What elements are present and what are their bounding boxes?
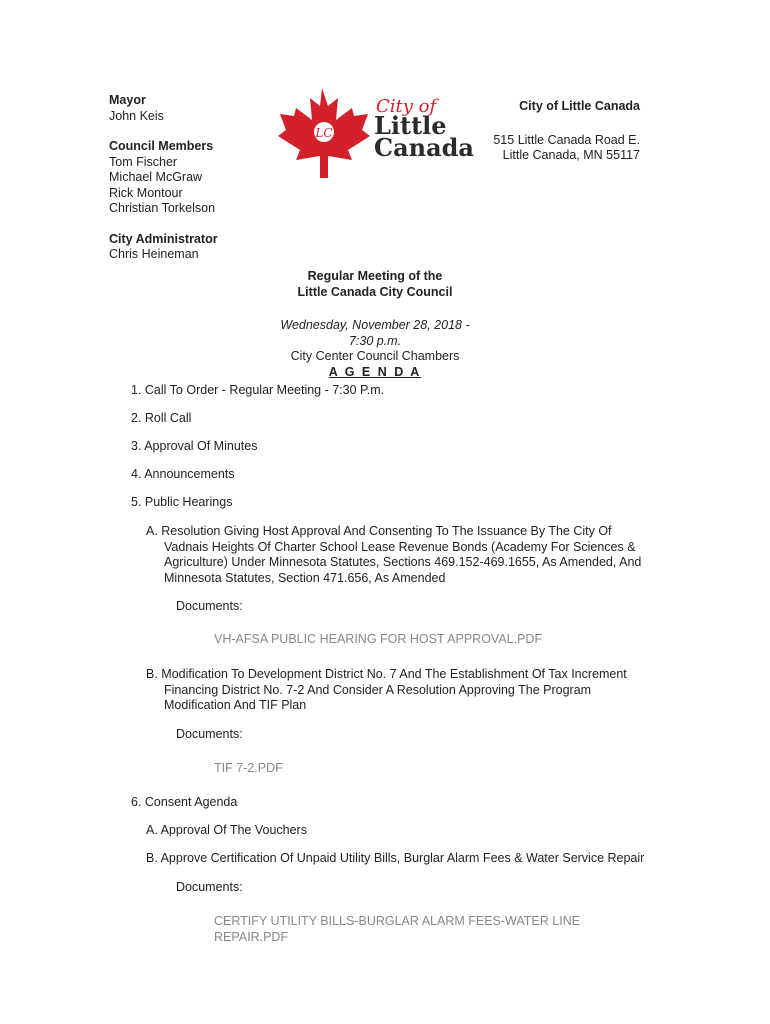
document-link-6b[interactable] xyxy=(214,914,580,945)
agenda-item-6b: B. Approve Certification Of Unpaid Utility Bills, Burglar Alarm Fees & Water Service Repair xyxy=(146,851,645,865)
documents-label: Documents: xyxy=(176,880,243,894)
document-link-5a[interactable]: VH-AFSA PUBLIC HEARING FOR HOST APPROVAL.PDF xyxy=(214,632,543,646)
mayor-name: John Keis xyxy=(109,108,164,123)
agenda-item-2: 2. Roll Call xyxy=(131,411,192,425)
agenda-item-6: 6. Consent Agenda xyxy=(131,795,238,809)
council-label: Council Members xyxy=(109,139,214,153)
documents-label: Documents: xyxy=(176,599,243,613)
agenda-item-5b xyxy=(146,667,627,714)
item-5a-line: Vadnais Heights Of Charter School Lease Revenue Bonds (Academy For Sciences & xyxy=(164,539,636,554)
item-5b-line: B. Modification To Development District No. 7 And The Establishment Of Tax Increment xyxy=(146,667,627,681)
logo-text-little: Little xyxy=(374,111,447,140)
item-5a-line: Agriculture) Under Minnesota Statutes, Sections 469.152-469.1655, As Amended, And xyxy=(164,555,642,569)
council-member: Rick Montour xyxy=(109,185,183,200)
council-member: Tom Fischer xyxy=(109,154,178,169)
meeting-date-line-2: 7:30 p.m. xyxy=(348,333,402,348)
agenda-item-3: 3. Approval Of Minutes xyxy=(131,439,258,453)
meeting-date-line-1: Wednesday, November 28, 2018 - xyxy=(280,318,470,332)
item-5a-line: A. Resolution Giving Host Approval And Consenting To The Issuance By The City Of xyxy=(146,524,612,538)
agenda-heading: A G E N D A xyxy=(328,364,422,379)
agenda-item-5: 5. Public Hearings xyxy=(131,495,233,509)
address-line-2: Little Canada, MN 55117 xyxy=(502,148,640,162)
address-line-1: 515 Little Canada Road E. xyxy=(493,132,640,147)
agenda-item-4: 4. Announcements xyxy=(131,467,235,481)
logo-text-canada: Canada xyxy=(374,133,474,162)
meeting-heading xyxy=(225,269,525,380)
city-address-block xyxy=(440,99,640,164)
agenda-item-1: 1. Call To Order - Regular Meeting - 7:30 P.m. xyxy=(131,383,385,397)
document-link-6b-line-2[interactable]: REPAIR.PDF xyxy=(214,929,289,944)
meeting-location: City Center Council Chambers xyxy=(290,349,460,363)
agenda-item-5a xyxy=(146,524,641,586)
city-name: City of Little Canada xyxy=(519,99,640,113)
item-5b-line: Financing District No. 7-2 And Consider A Resolution Approving The Program xyxy=(164,682,592,697)
item-5b-line: Modification And TIF Plan xyxy=(164,698,307,712)
logo-emblem-text: LC xyxy=(315,126,333,140)
agenda-item-6a: A. Approval Of The Vouchers xyxy=(146,823,307,837)
document-link-5b[interactable]: TIF 7-2.PDF xyxy=(214,761,283,775)
document-link-6b-line-1[interactable]: CERTIFY UTILITY BILLS-BURGLAR ALARM FEES-WATER LINE xyxy=(214,914,581,928)
logo-text-cityof: City of xyxy=(376,96,437,117)
council-member: Michael McGraw xyxy=(109,170,203,184)
meeting-title-line-2: Little Canada City Council xyxy=(297,284,453,299)
council-member: Christian Torkelson xyxy=(109,201,216,215)
meeting-title-line-1: Regular Meeting of the xyxy=(307,269,443,283)
item-5a-line: Minnesota Statutes, Section 471.656, As Amended xyxy=(164,570,446,585)
admin-label: City Administrator xyxy=(109,231,218,246)
officials-block xyxy=(109,93,218,263)
admin-name: Chris Heineman xyxy=(109,247,199,261)
mayor-label: Mayor xyxy=(109,93,146,107)
documents-label: Documents: xyxy=(176,727,243,741)
